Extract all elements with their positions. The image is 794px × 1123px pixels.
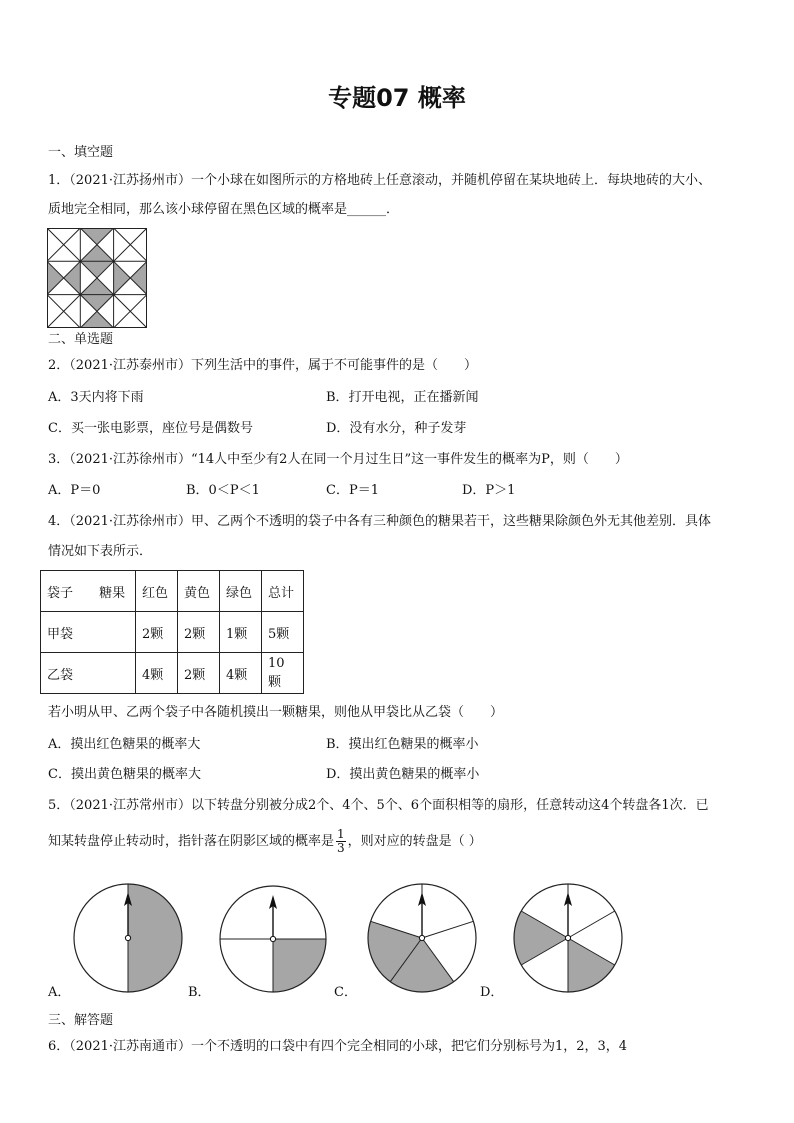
table-cell: 1颗 bbox=[220, 612, 262, 653]
q4-option-c: C．摸出黄色糖果的概率大 bbox=[48, 767, 201, 782]
q5-line2 bbox=[48, 828, 482, 856]
table-cell: 10颗 bbox=[262, 653, 304, 694]
page-title: 专题07 概率 bbox=[328, 84, 466, 112]
spinner-a bbox=[70, 880, 186, 996]
q5-line2-start: 知某转盘停止转动时，指针落在阴影区域的概率是 bbox=[48, 834, 335, 849]
table-row bbox=[41, 612, 304, 653]
q1-line1: 1．（2021·江苏扬州市）一个小球在如图所示的方格地砖上任意滚动，并随机停留在某块地砖上．每块地砖的大小、 bbox=[48, 173, 711, 188]
spinner-label-a: A． bbox=[48, 985, 71, 1000]
q1-line2: 质地完全相同，那么该小球停留在黑色区域的概率是______． bbox=[48, 202, 400, 217]
table-header-row bbox=[41, 571, 304, 612]
table-cell: 4颗 bbox=[220, 653, 262, 694]
section-answer-heading: 三、解答题 bbox=[48, 1013, 114, 1028]
q5-line1: 5．（2021·江苏常州市）以下转盘分别被分成2个、4个、5个、6个面积相等的扇形，任意转动这4个转盘各1次．已 bbox=[48, 798, 709, 813]
spinner-d-shaded-sectors bbox=[514, 911, 615, 992]
q4-option-b: B．摸出红色糖果的概率小 bbox=[326, 737, 479, 752]
table-header-cell: 黄色 bbox=[178, 571, 220, 612]
q3-stem: 3．（2021·江苏徐州市）“14人中至少有2人在同一个月过生日”这一事件发生的概率为P，则（ ） bbox=[48, 452, 628, 467]
section-fill-heading: 一、填空题 bbox=[48, 145, 114, 160]
spinner-b-shaded-sector bbox=[273, 939, 326, 992]
table-header-cell: 总计 bbox=[262, 571, 304, 612]
fraction-one-third bbox=[336, 828, 346, 855]
corner-candy-label: 糖果 bbox=[99, 585, 126, 601]
spinner-label-d: D． bbox=[480, 985, 504, 1000]
q4-line2: 情况如下表所示． bbox=[48, 544, 153, 559]
candy-table bbox=[40, 570, 304, 694]
spinner-c bbox=[364, 880, 480, 996]
q4-after: 若小明从甲、乙两个袋子中各随机摸出一颗糖果，则他从甲袋比从乙袋（ ） bbox=[48, 705, 504, 720]
table-cell: 4颗 bbox=[136, 653, 178, 694]
spinner-label-c: C． bbox=[334, 985, 357, 1000]
table-header-cell: 红色 bbox=[136, 571, 178, 612]
q2-option-c: C．买一张电影票，座位号是偶数号 bbox=[48, 421, 253, 436]
table-cell: 2颗 bbox=[178, 653, 220, 694]
q3-option-d: D．P＞1 bbox=[462, 483, 516, 498]
q5-line2-end: ，则对应的转盘是（ ） bbox=[347, 834, 482, 849]
table-bag-cell: 甲袋 bbox=[41, 612, 136, 653]
table-cell: 2颗 bbox=[178, 612, 220, 653]
tile-grid-figure bbox=[47, 228, 147, 328]
q2-option-d: D．没有水分，种子发芽 bbox=[326, 421, 467, 436]
fraction-denominator: 3 bbox=[337, 841, 345, 855]
q2-option-a: A．3天内将下雨 bbox=[48, 390, 144, 405]
q2-option-b: B．打开电视，正在播新闻 bbox=[326, 390, 479, 405]
q4-line1: 4．（2021·江苏徐州市）甲、乙两个不透明的袋子中各有三种颜色的糖果若干，这些糖果除颜色外无其他差别．具体 bbox=[48, 514, 711, 529]
table-bag-cell: 乙袋 bbox=[41, 653, 136, 694]
q2-stem: 2．（2021·江苏泰州市）下列生活中的事件，属于不可能事件的是（ ） bbox=[48, 358, 477, 373]
q4-option-a: A．摸出红色糖果的概率大 bbox=[48, 737, 201, 752]
section-single-heading: 二、单选题 bbox=[48, 332, 114, 347]
table-row bbox=[41, 653, 304, 694]
q3-option-b: B．0＜P＜1 bbox=[186, 483, 260, 498]
table-cell: 5颗 bbox=[262, 612, 304, 653]
table-cell: 2颗 bbox=[136, 612, 178, 653]
spinner-a-shaded-sector bbox=[128, 884, 182, 992]
spinner-b bbox=[216, 882, 330, 996]
spinner-d bbox=[510, 880, 626, 996]
q6-stem: 6．（2021·江苏南通市）一个不透明的口袋中有四个完全相同的小球，把它们分别标号为1，2，3，4 bbox=[48, 1039, 628, 1054]
fraction-numerator: 1 bbox=[337, 827, 345, 841]
corner-bag-label: 袋子 bbox=[47, 585, 74, 601]
table-corner-cell bbox=[41, 571, 136, 612]
q3-option-c: C．P＝1 bbox=[326, 483, 379, 498]
table-header-cell: 绿色 bbox=[220, 571, 262, 612]
q3-option-a: A．P＝0 bbox=[48, 483, 101, 498]
q4-option-d: D．摸出黄色糖果的概率小 bbox=[326, 767, 480, 782]
spinner-label-b: B． bbox=[188, 985, 211, 1000]
